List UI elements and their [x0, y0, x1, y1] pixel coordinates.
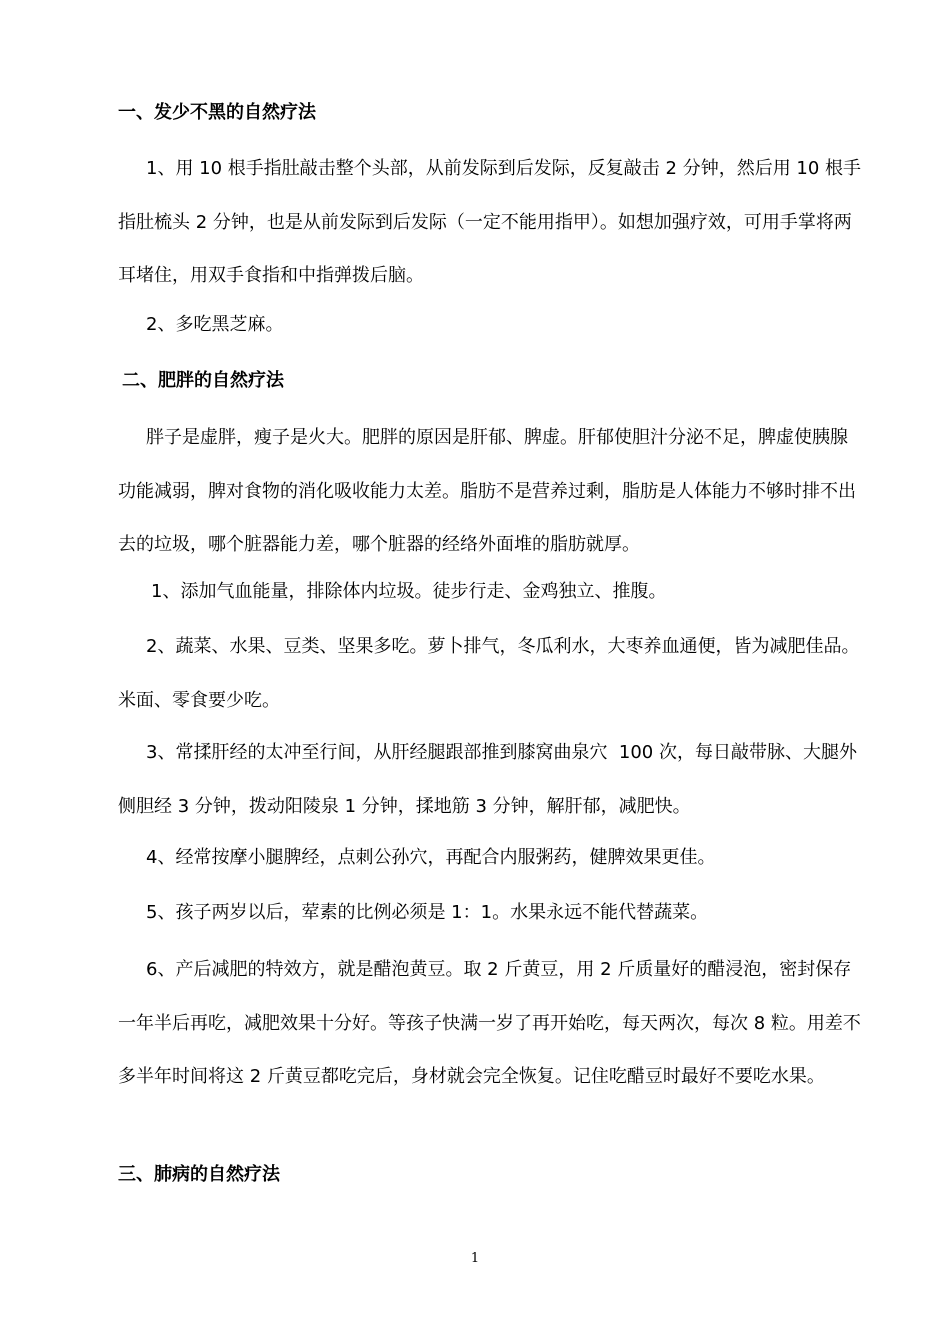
section-heading: 三、肺病的自然疗法 — [118, 1164, 280, 1185]
paragraph: 5、孩子两岁以后，荤素的比例必须是 1：1。水果永远不能代替蔬菜。 — [146, 902, 709, 923]
paragraph: 2、多吃黑芝麻。 — [146, 314, 284, 335]
paragraph: 6、产后减肥的特效方，就是醋泡黄豆。取 2 斤黄豆，用 2 斤质量好的醋浸泡，密封保存一年半后再吃，减肥效果十分好。等孩子快满一岁了再开始吃，每天两次，每次 8 粒。用差不多半年时间将这 2 斤黄豆都吃完后，身材就会完全恢复。记住吃醋豆时最好不要吃水果。 — [118, 959, 861, 1087]
paragraph: 3、常揉肝经的太冲至行间，从肝经腿跟部推到膝窝曲泉穴 100 次，每日敲带脉、大腿外侧胆经 3 分钟，拨动阳陵泉 1 分钟，揉地筋 3 分钟，解肝郁，减肥快。 — [118, 742, 857, 817]
section-heading: 二、肥胖的自然疗法 — [122, 370, 284, 391]
paragraph: 4、经常按摩小腿脾经，点刺公孙穴，再配合内服粥药，健脾效果更佳。 — [146, 847, 716, 868]
section-heading: 一、发少不黑的自然疗法 — [118, 102, 316, 123]
paragraph: 1、添加气血能量，排除体内垃圾。徒步行走、金鸡独立、推腹。 — [151, 581, 667, 602]
paragraph: 2、蔬菜、水果、豆类、坚果多吃。萝卜排气，冬瓜利水，大枣养血通便，皆为减肥佳品。米面、零食要少吃。 — [118, 636, 860, 711]
page-number: 1 — [470, 1251, 480, 1266]
paragraph: 1、用 10 根手指肚敲击整个头部，从前发际到后发际，反复敲击 2 分钟，然后用 10 根手指肚梳头 2 分钟，也是从前发际到后发际（一定不能用指甲）。如想加强疗效，可用手掌将两耳堵住，用双手食指和中指弹拨后脑。 — [118, 158, 862, 286]
paragraph: 胖子是虚胖，瘦子是火大。肥胖的原因是肝郁、脾虚。肝郁使胆汁分泌不足，脾虚使胰腺功能减弱，脾对食物的消化吸收能力太差。脂肪不是营养过剩，脂肪是人体能力不够时排不出去的垃圾，哪个脏器能力差，哪个脏器的经络外面堆的脂肪就厚。 — [118, 427, 856, 555]
